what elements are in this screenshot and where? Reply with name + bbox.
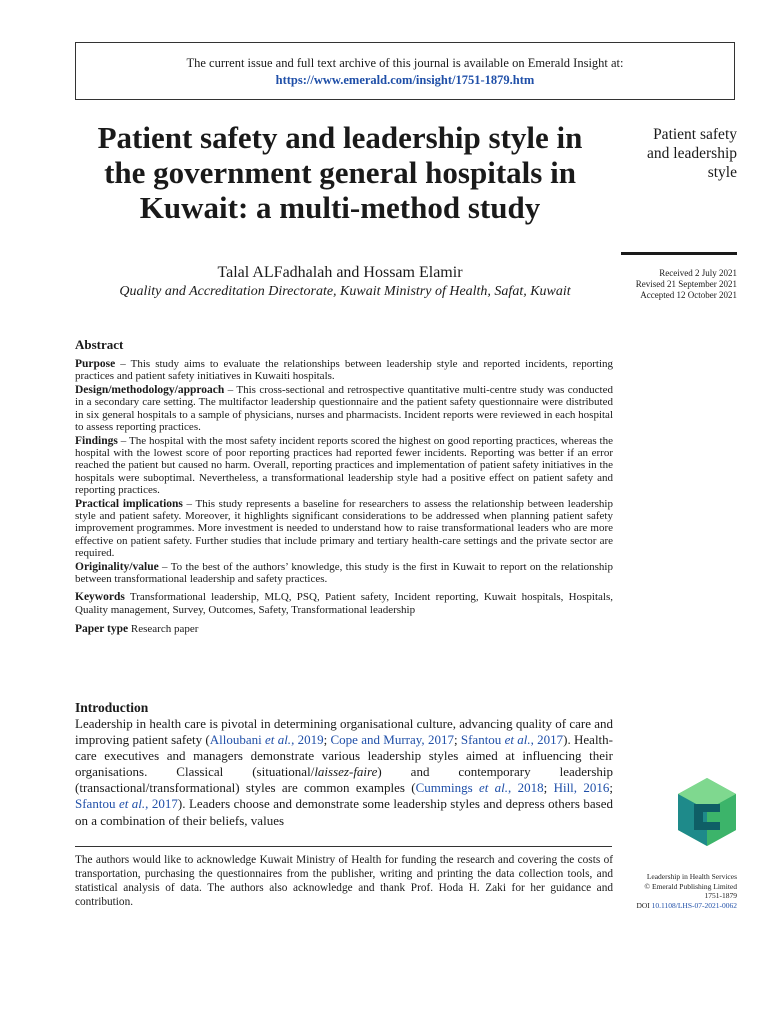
author-name: Talal ALFadhalah — [217, 264, 333, 281]
keywords-text: Transformational leadership, MLQ, PSQ, Patient safety, Incident reporting, Kuwait hospitals, Hospitals, Quality management, Survey, Outcomes, Safety, Transformational leadership — [75, 591, 613, 616]
doi-label: DOI — [636, 900, 652, 910]
citation-author: Sfantou — [75, 796, 119, 812]
journal-info — [600, 872, 737, 910]
citation-etal: et al. — [118, 796, 146, 812]
purpose-text: – This study aims to evaluate the relationships between leadership style and reported incidents, reporting practices and patient safety initiatives in Kuwaiti hospitals. — [75, 358, 613, 383]
citation-author: Cummings — [415, 780, 479, 796]
article-title: Patient safety and leadership style in the government general hospitals in Kuwait: a multi-method study — [97, 120, 583, 225]
keywords-label: Keywords — [75, 591, 125, 604]
footnote-divider — [75, 846, 612, 847]
design-label: Design/methodology/approach — [75, 384, 225, 397]
citation-year: , 2018 — [508, 780, 544, 796]
citation-etal: et al. — [504, 732, 531, 748]
affiliation: Quality and Accreditation Directorate, Kuwait Ministry of Health, Safat, Kuwait — [119, 284, 571, 299]
citation-separator: ; — [323, 732, 331, 748]
citation-separator: ; — [453, 732, 461, 748]
findings-text: – The hospital with the most safety incident reports scored the highest on good reporting practices, whereas the hospital with the lowest score of poor reporting practices had reported fewer incidents. Reporting was better if an error reached the patient but caused no harm. Overall, reporting practices and implementation of patient safety initiatives in the hospitals were suboptimal. Nevertheless, a transformational leadership style had a positive effect on patient safety and reporting practices. — [75, 434, 613, 496]
citation-link[interactable] — [75, 796, 178, 811]
abstract-originality — [75, 561, 613, 586]
intro-italic-term: laissez-faire — [314, 764, 378, 780]
intro-text: ) and contemporary leadership (transactional/transformational) styles are common examples ( — [75, 764, 614, 796]
issn: 1751-1879 — [704, 891, 737, 900]
running-head-line: style — [707, 164, 737, 181]
paper-type-text: Research paper — [128, 622, 199, 635]
abstract-design — [75, 384, 613, 433]
emerald-logo-icon — [676, 776, 738, 848]
introduction-paragraph — [75, 716, 613, 829]
citation-year: , 2017 — [530, 732, 564, 748]
citation-etal: et al. — [478, 780, 509, 796]
doi-link[interactable]: 10.1108/LHS-07-2021-0062 — [651, 900, 737, 910]
design-text: – This cross-sectional and retrospective quantitative multi-centre study was conducted in a secondary care setting. The multifactor leadership questionnaire and the patient safety questionnaire were distributed in six general hospitals to a sample of physicians, nurses and pharmacists. Incident reports were reviewed in each hospital to assess reporting practices. — [75, 384, 613, 433]
introduction-heading: Introduction — [75, 700, 149, 715]
citation-author: Sfantou — [460, 732, 505, 748]
running-head-line: and leadership — [647, 145, 737, 162]
originality-text: – To the best of the authors’ knowledge, this study is the first in Kuwait to report on the relationship between transformational leadership and safety practices. — [75, 560, 613, 586]
author-line — [80, 263, 600, 282]
practical-label: Practical implications — [75, 497, 183, 510]
citation-link[interactable]: Cope and Murray, 2017 — [330, 732, 454, 748]
running-head — [610, 125, 737, 182]
purpose-label: Purpose — [75, 358, 116, 370]
author-name: Hossam Elamir — [363, 264, 463, 281]
intro-text: ). Leaders choose and demonstrate some leadership styles and depress others based on a combination of their beliefs, values — [75, 796, 613, 828]
journal-url-link[interactable]: https://www.emerald.com/insight/1751-1879.htm — [275, 73, 535, 87]
citation-separator: ; — [609, 780, 613, 796]
intro-text: ). Health-care executives and managers demonstrate various leadership styles aimed at influencing their organisations. Classical (situational/ — [75, 732, 613, 780]
citation-separator: ; — [543, 780, 554, 796]
journal-name: Leadership in Health Services — [646, 872, 737, 881]
originality-label: Originality/value — [75, 560, 159, 573]
introduction-section — [75, 700, 613, 829]
journal-notice-box — [75, 42, 735, 100]
abstract-paper-type — [75, 623, 613, 635]
notice-text: The current issue and full text archive of this journal is available on Emerald Insight at: — [186, 56, 624, 70]
abstract-practical — [75, 498, 613, 559]
abstract-findings — [75, 435, 613, 496]
abstract-section — [75, 337, 613, 637]
revised-date: Revised 21 September 2021 — [635, 279, 737, 289]
side-rule-divider — [621, 252, 737, 255]
citation-year: , 2019 — [291, 732, 324, 748]
publisher: © Emerald Publishing Limited — [644, 881, 737, 891]
author-conjunction: and — [336, 264, 360, 281]
findings-label: Findings — [75, 434, 118, 447]
practical-text: – This study represents a baseline for researchers to assess the relationship between leadership style and patient safety. Moreover, it highlights significant considerations to be addressed when planning patient safety improvement programmes. More investment is needed to understand how to raise transformational leaders who are more effective on patient safety. Further studies that include primary and tertiary health-care settings and the private sector are required. — [75, 497, 613, 559]
received-date: Received 2 July 2021 — [659, 268, 737, 278]
citation-etal: et al. — [265, 732, 292, 748]
citation-year: , 2017 — [145, 796, 178, 812]
citation-author: Alloubani — [209, 732, 266, 748]
intro-text: Leadership in health care is pivotal in determining organisational culture, advancing quality of care and improving patient safety ( — [75, 716, 613, 748]
citation-link[interactable] — [210, 732, 324, 747]
citation-link[interactable] — [461, 732, 563, 747]
abstract-purpose — [75, 358, 613, 383]
acknowledgement-footnote: The authors would like to acknowledge Kuwait Ministry of Health for funding the research and covering the costs of transportation, purchasing the questionnaires from the publisher, writing and printing the data collection tools, and statistical analysis of data. The authors also acknowledge and thank Prof. Hoda H. Zaki for her guidance and contribution. — [75, 854, 613, 908]
paper-type-label: Paper type — [75, 622, 129, 635]
article-dates — [600, 268, 737, 301]
abstract-heading: Abstract — [75, 337, 124, 352]
abstract-keywords — [75, 591, 613, 616]
citation-link[interactable]: Hill, 2016 — [553, 780, 610, 796]
accepted-date: Accepted 12 October 2021 — [640, 290, 737, 300]
running-head-line: Patient safety — [653, 126, 737, 143]
citation-link[interactable] — [416, 780, 544, 795]
doi-line — [600, 901, 737, 911]
